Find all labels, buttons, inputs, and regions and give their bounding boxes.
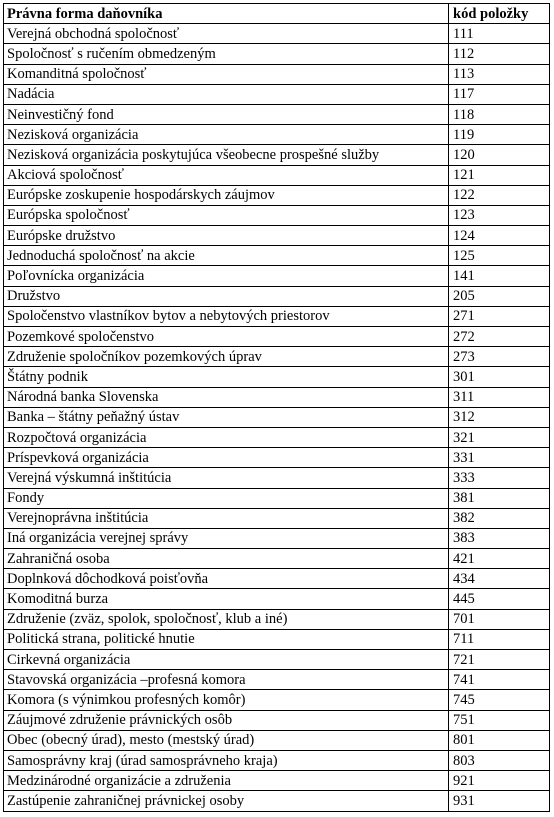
table-row <box>4 488 550 508</box>
legal-form-cell: Spoločnosť s ručením obmedzeným <box>4 44 449 64</box>
table-row <box>4 24 550 44</box>
legal-form-cell: Fondy <box>4 488 449 508</box>
legal-form-cell: Nezisková organizácia poskytujúca všeobecne prospešné služby <box>4 145 449 165</box>
legal-form-cell: Obec (obecný úrad), mesto (mestský úrad) <box>4 730 449 750</box>
item-code-cell: 111 <box>449 24 550 44</box>
legal-form-cell: Spoločenstvo vlastníkov bytov a nebytových priestorov <box>4 306 449 326</box>
legal-form-cell: Združenie (zväz, spolok, spoločnosť, klub a iné) <box>4 609 449 629</box>
legal-form-cell: Medzinárodné organizácie a združenia <box>4 771 449 791</box>
table-row <box>4 771 550 791</box>
column-header-legal-form: Právna forma daňovníka <box>4 4 449 24</box>
legal-form-cell: Európske družstvo <box>4 226 449 246</box>
item-code-cell: 273 <box>449 347 550 367</box>
legal-form-cell: Samosprávny kraj (úrad samosprávneho kraja) <box>4 750 449 770</box>
item-code-cell: 312 <box>449 407 550 427</box>
table-row <box>4 165 550 185</box>
table-row <box>4 145 550 165</box>
legal-form-cell: Nezisková organizácia <box>4 125 449 145</box>
table-body <box>4 24 550 811</box>
legal-form-cell: Banka – štátny peňažný ústav <box>4 407 449 427</box>
table-row <box>4 266 550 286</box>
legal-form-cell: Európska spoločnosť <box>4 205 449 225</box>
item-code-cell: 112 <box>449 44 550 64</box>
legal-form-cell: Záujmové združenie právnických osôb <box>4 710 449 730</box>
item-code-cell: 382 <box>449 508 550 528</box>
table-row <box>4 286 550 306</box>
table-row <box>4 468 550 488</box>
legal-form-cell: Družstvo <box>4 286 449 306</box>
table-row <box>4 226 550 246</box>
item-code-cell: 311 <box>449 387 550 407</box>
table-row <box>4 387 550 407</box>
item-code-cell: 434 <box>449 569 550 589</box>
legal-form-cell: Komoditná burza <box>4 589 449 609</box>
table-row <box>4 246 550 266</box>
item-code-cell: 271 <box>449 306 550 326</box>
table-row <box>4 104 550 124</box>
item-code-cell: 801 <box>449 730 550 750</box>
item-code-cell: 721 <box>449 650 550 670</box>
table-row <box>4 367 550 387</box>
item-code-cell: 120 <box>449 145 550 165</box>
item-code-cell: 118 <box>449 104 550 124</box>
legal-form-cell: Jednoduchá spoločnosť na akcie <box>4 246 449 266</box>
table-row <box>4 549 550 569</box>
item-code-cell: 383 <box>449 528 550 548</box>
item-code-cell: 205 <box>449 286 550 306</box>
table-row <box>4 750 550 770</box>
item-code-cell: 331 <box>449 448 550 468</box>
table-row <box>4 185 550 205</box>
column-header-item-code: kód položky <box>449 4 550 24</box>
legal-form-cell: Iná organizácia verejnej správy <box>4 528 449 548</box>
legal-form-cell: Príspevková organizácia <box>4 448 449 468</box>
table-row <box>4 448 550 468</box>
table-row <box>4 84 550 104</box>
item-code-cell: 124 <box>449 226 550 246</box>
item-code-cell: 381 <box>449 488 550 508</box>
table-row <box>4 528 550 548</box>
table-header-row <box>4 4 550 24</box>
table-row <box>4 589 550 609</box>
item-code-cell: 711 <box>449 629 550 649</box>
item-code-cell: 301 <box>449 367 550 387</box>
table-row <box>4 427 550 447</box>
legal-form-cell: Komanditná spoločnosť <box>4 64 449 84</box>
legal-form-cell: Združenie spoločníkov pozemkových úprav <box>4 347 449 367</box>
item-code-cell: 741 <box>449 670 550 690</box>
item-code-cell: 745 <box>449 690 550 710</box>
legal-form-cell: Neinvestičný fond <box>4 104 449 124</box>
legal-form-cell: Európske zoskupenie hospodárskych záujmov <box>4 185 449 205</box>
table-row <box>4 629 550 649</box>
table-row <box>4 44 550 64</box>
legal-form-cell: Verejná obchodná spoločnosť <box>4 24 449 44</box>
item-code-cell: 119 <box>449 125 550 145</box>
legal-form-cell: Verejnoprávna inštitúcia <box>4 508 449 528</box>
table-row <box>4 205 550 225</box>
item-code-cell: 803 <box>449 750 550 770</box>
table-row <box>4 327 550 347</box>
legal-form-cell: Komora (s výnimkou profesných komôr) <box>4 690 449 710</box>
item-code-cell: 445 <box>449 589 550 609</box>
table-row <box>4 64 550 84</box>
legal-form-cell: Národná banka Slovenska <box>4 387 449 407</box>
item-code-cell: 921 <box>449 771 550 791</box>
legal-form-code-table <box>3 3 550 812</box>
item-code-cell: 421 <box>449 549 550 569</box>
table-row <box>4 650 550 670</box>
legal-form-cell: Štátny podnik <box>4 367 449 387</box>
item-code-cell: 751 <box>449 710 550 730</box>
legal-form-cell: Pozemkové spoločenstvo <box>4 327 449 347</box>
legal-form-cell: Akciová spoločnosť <box>4 165 449 185</box>
item-code-cell: 321 <box>449 427 550 447</box>
table-row <box>4 670 550 690</box>
legal-form-cell: Cirkevná organizácia <box>4 650 449 670</box>
table-row <box>4 690 550 710</box>
item-code-cell: 117 <box>449 84 550 104</box>
legal-form-cell: Zastúpenie zahraničnej právnickej osoby <box>4 791 449 811</box>
table-row <box>4 347 550 367</box>
item-code-cell: 125 <box>449 246 550 266</box>
item-code-cell: 333 <box>449 468 550 488</box>
legal-form-cell: Nadácia <box>4 84 449 104</box>
table-row <box>4 306 550 326</box>
legal-form-cell: Verejná výskumná inštitúcia <box>4 468 449 488</box>
legal-form-cell: Rozpočtová organizácia <box>4 427 449 447</box>
legal-form-cell: Zahraničná osoba <box>4 549 449 569</box>
item-code-cell: 122 <box>449 185 550 205</box>
table-row <box>4 407 550 427</box>
table-row <box>4 710 550 730</box>
table-row <box>4 508 550 528</box>
item-code-cell: 141 <box>449 266 550 286</box>
legal-form-cell: Politická strana, politické hnutie <box>4 629 449 649</box>
table-row <box>4 730 550 750</box>
table-row <box>4 125 550 145</box>
item-code-cell: 121 <box>449 165 550 185</box>
table-row <box>4 569 550 589</box>
item-code-cell: 123 <box>449 205 550 225</box>
legal-form-cell: Doplnková dôchodková poisťovňa <box>4 569 449 589</box>
legal-form-cell: Poľovnícka organizácia <box>4 266 449 286</box>
legal-form-cell: Stavovská organizácia –profesná komora <box>4 670 449 690</box>
item-code-cell: 113 <box>449 64 550 84</box>
item-code-cell: 272 <box>449 327 550 347</box>
table-row <box>4 791 550 811</box>
item-code-cell: 701 <box>449 609 550 629</box>
table-row <box>4 609 550 629</box>
item-code-cell: 931 <box>449 791 550 811</box>
